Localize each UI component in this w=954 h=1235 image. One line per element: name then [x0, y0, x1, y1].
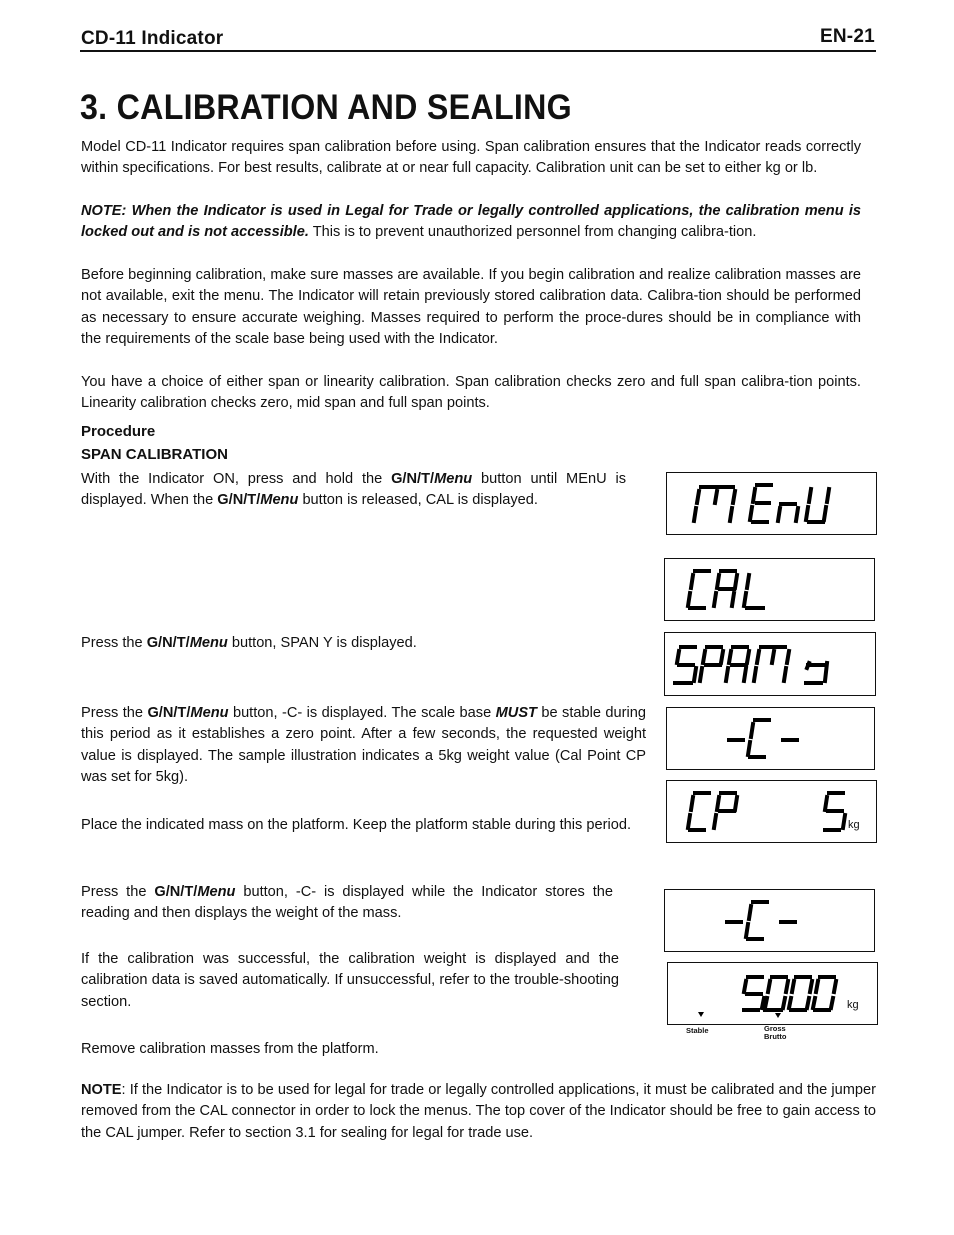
step-5-text-b: button, -C- is displayed while the Indicator stores the reading and then displays the weight of the mass.: [81, 884, 614, 922]
intro-note-bold: NOTE: When the Indicator is used in Legal for Trade or legally controlled applications, the calibration menu is locked out and is not accessible.: [81, 203, 861, 241]
lcd-display-c-storing: [664, 889, 875, 952]
stable-label: Stable: [686, 1026, 709, 1035]
lcd-c-segments: [667, 708, 873, 768]
intro-paragraph-3: You have a choice of either span or linearity calibration. Span calibration checks zero and full span calibra-tion points. Linearity calibration checks zero, mid span and full span points.: [81, 374, 861, 412]
step-3-text-b: button, -C- is displayed. The scale base: [228, 705, 496, 721]
lcd-cal-segments: [665, 559, 873, 619]
step-1-text-c: button is released, CAL is displayed.: [298, 492, 538, 509]
step-5: [81, 882, 613, 925]
lcd-c-storing-segments: [665, 890, 873, 950]
lcd-span-segments: [665, 633, 874, 694]
header-rule: [80, 50, 876, 52]
lcd-display-menu: [666, 472, 877, 535]
header-left: CD-11 Indicator: [81, 28, 224, 49]
step-7: Remove calibration masses from the platform.: [81, 1041, 379, 1057]
key-menu-label: Menu: [189, 635, 228, 651]
step-3-text-c: be stable during this period as it establishes a zero point. After a few seconds, the requested weight value is displayed. The sample illustration indicates a 5kg weight value (Cal Point CP was set for 5kg).: [81, 705, 646, 785]
final-note-text: : If the Indicator is to be used for legal for trade or legally controlled applications, it must be calibrated and the jumper removed from the CAL connector in order to lock the menus. The top cover of the Indicator should be free to gain access to the CAL jumper. Refer to section 3.1 for sealing for legal for trade use.: [81, 1082, 876, 1141]
brutto-label: Brutto: [764, 1032, 787, 1041]
step-5-text-a: Press the: [81, 884, 155, 900]
lcd-weight-segments: [668, 963, 876, 1023]
step-2-text-b: button, SPAN Y is displayed.: [227, 635, 417, 651]
final-note: [81, 1080, 876, 1144]
lcd-display-cal: [664, 558, 875, 621]
final-note-label: NOTE: [81, 1082, 122, 1098]
lcd-display-weight: [667, 962, 878, 1025]
key-label: G/N/T/: [391, 471, 435, 487]
key-label: G/N/T/: [217, 492, 261, 509]
step-2-text-a: Press the: [81, 635, 147, 651]
lcd-display-c: [666, 707, 875, 770]
intro-paragraph-1: Model CD-11 Indicator requires span calibration before using. Span calibration ensures that the Indicator reads correctly within specifications. For best results, calibrate at or near full capacity. Calibration unit can be set to either kg or lb.: [81, 139, 861, 177]
span-calibration-heading: SPAN CALIBRATION: [81, 446, 228, 463]
step-1: [81, 469, 626, 512]
header-right: EN-21: [820, 26, 875, 47]
intro-note: [81, 201, 861, 244]
unit-kg-label: kg: [847, 999, 859, 1011]
key-menu-label: Menu: [434, 471, 473, 487]
key-menu-label: Menu: [190, 705, 229, 721]
gross-label: Gross: [764, 1024, 786, 1033]
lcd-display-cp: [666, 780, 877, 843]
step-6: If the calibration was successful, the calibration weight is displayed and the calibration data is saved automatically. If unsuccessful, refer to the trouble-shooting section.: [81, 951, 619, 1010]
key-menu-label: Menu: [197, 884, 236, 900]
step-1-text-b: button until MEnU is displayed. When the: [81, 471, 626, 509]
lcd-menu-segments: [667, 473, 875, 533]
key-menu-label: Menu: [260, 492, 299, 509]
step-2: [81, 633, 646, 654]
lcd-cp-segments: [667, 781, 875, 841]
step-1-text-a: With the Indicator ON, press and hold the: [81, 471, 392, 487]
step-4: Place the indicated mass on the platform. Keep the platform stable during this period.: [81, 817, 632, 833]
unit-kg-label: kg: [848, 819, 860, 831]
key-label: G/N/T/: [146, 635, 190, 651]
procedure-heading: Procedure: [81, 423, 156, 440]
lcd-display-span: [664, 632, 876, 696]
page-title: 3. CALIBRATION AND SEALING: [80, 88, 572, 127]
key-label: G/N/T/: [154, 884, 198, 900]
step-3-text-a: Press the: [81, 705, 148, 721]
must-emphasis: MUST: [495, 705, 537, 721]
key-label: G/N/T/: [147, 705, 191, 721]
step-3: [81, 703, 646, 788]
intro-paragraph-2: Before beginning calibration, make sure masses are available. If you begin calibration and realize calibration masses are not available, exit the menu. The Indicator will retain previously stored calibration data. Calibra-tion should be performed as necessary to ensure accurate weighing. Masses required to perform the proce-dures should be in compliance with the requirements of the scale base being used with the Indicator.: [81, 267, 861, 347]
intro-note-rest: This is to prevent unauthorized personnel from changing calibra-tion.: [308, 224, 757, 241]
